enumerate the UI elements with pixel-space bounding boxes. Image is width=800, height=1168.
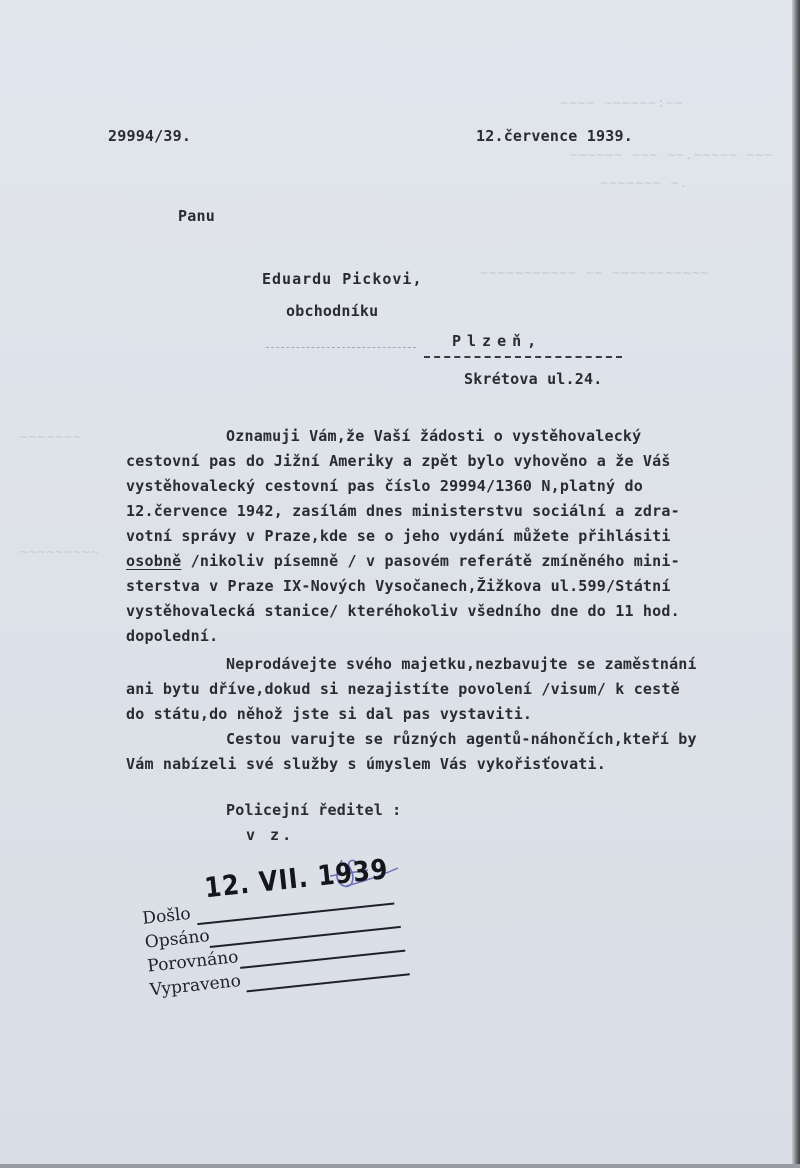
body-line: 12.července 1942, zasílám dnes ministerstvu sociální a zdra- <box>126 502 680 520</box>
reference-number: 29994/39. <box>108 127 192 145</box>
underlined-word: osobně <box>126 552 182 570</box>
body-line: vystěhovalecký cestovní pas číslo 29994/1360 N,platný do <box>126 477 643 495</box>
body-line: do státu,do něhož jste si dal pas vystaviti. <box>126 705 533 723</box>
stamp-dispatched-label: Vypraveno <box>148 970 242 1001</box>
body-line: Cestou varujte se různých agentů-náhončích,kteří by <box>226 730 697 748</box>
recipient-occupation: obchodníku <box>286 302 379 320</box>
stamp-rule <box>210 926 401 948</box>
body-line: /nikoliv písemně / v pasovém referátě zmíněného mini- <box>190 552 680 570</box>
body-line: Oznamuji Vám,že Vaší žádosti o vystěhovalecký <box>226 427 642 445</box>
stamp-compared-label: Porovnáno <box>146 947 240 977</box>
faint-rule <box>266 347 416 348</box>
bleed-through-text: ~~~~~~~ ~. <box>600 176 689 191</box>
page-edge-bottom <box>0 1164 800 1168</box>
body-line-with-underline <box>126 552 680 570</box>
signatory-vz: v z. <box>246 826 295 844</box>
bleed-through-text: ~~~~ ~~~~~~:~~ <box>560 96 684 111</box>
bleed-through-text: ~~~~~~~~~~~ ~~ ~~~~~~~~~~~ <box>480 266 710 281</box>
signatory-title: Policejní ředitel : <box>226 801 402 819</box>
body-line: Neprodávejte svého majetku,nezbavujte se zaměstnání <box>226 655 697 673</box>
bleed-through-text: ~~~~~~ ~~~ ~~.~~~~~ ~~~ <box>570 148 774 163</box>
stamp-rule <box>240 950 405 969</box>
stamp-received-label: Došlo <box>141 903 192 929</box>
body-line: dopolední. <box>126 627 219 645</box>
body-line: ani bytu dříve,dokud si nezajistíte povolení /visum/ k cestě <box>126 680 680 698</box>
recipient-street: Skrétova ul.24. <box>464 370 603 388</box>
stamp-received-date: 12. VII. 1939 <box>202 852 390 905</box>
body-line: cestovní pas do Jižní Ameriky a zpět bylo vyhověno a že Váš <box>126 452 671 470</box>
recipient-city: Plzeň, <box>452 332 543 350</box>
bleed-through-text: ~~~~~~~ <box>20 430 82 445</box>
body-line: vystěhovalecká stanice/ kteréhokoliv všedního dne do 11 hod. <box>126 602 680 620</box>
letter-date: 12.července 1939. <box>476 127 633 145</box>
stamp-copied-label: Opsáno <box>143 926 211 953</box>
body-line: sterstva v Praze IX-Nových Vysočanech,Žižkova ul.599/Státní <box>126 577 671 595</box>
city-underline-rule <box>424 356 622 358</box>
bleed-through-text: ~~~~~~~~~ <box>20 545 100 560</box>
recipient-name: Eduardu Pickovi, <box>262 270 423 288</box>
page-edge-shadow <box>792 0 800 1168</box>
salutation: Panu <box>178 207 215 225</box>
body-line: Vám nabízeli své služby s úmyslem Vás vykořisťovati. <box>126 755 606 773</box>
stamp-rule <box>197 902 394 925</box>
body-line: votní správy v Praze,kde se o jeho vydání můžete přihlásiti <box>126 527 671 545</box>
